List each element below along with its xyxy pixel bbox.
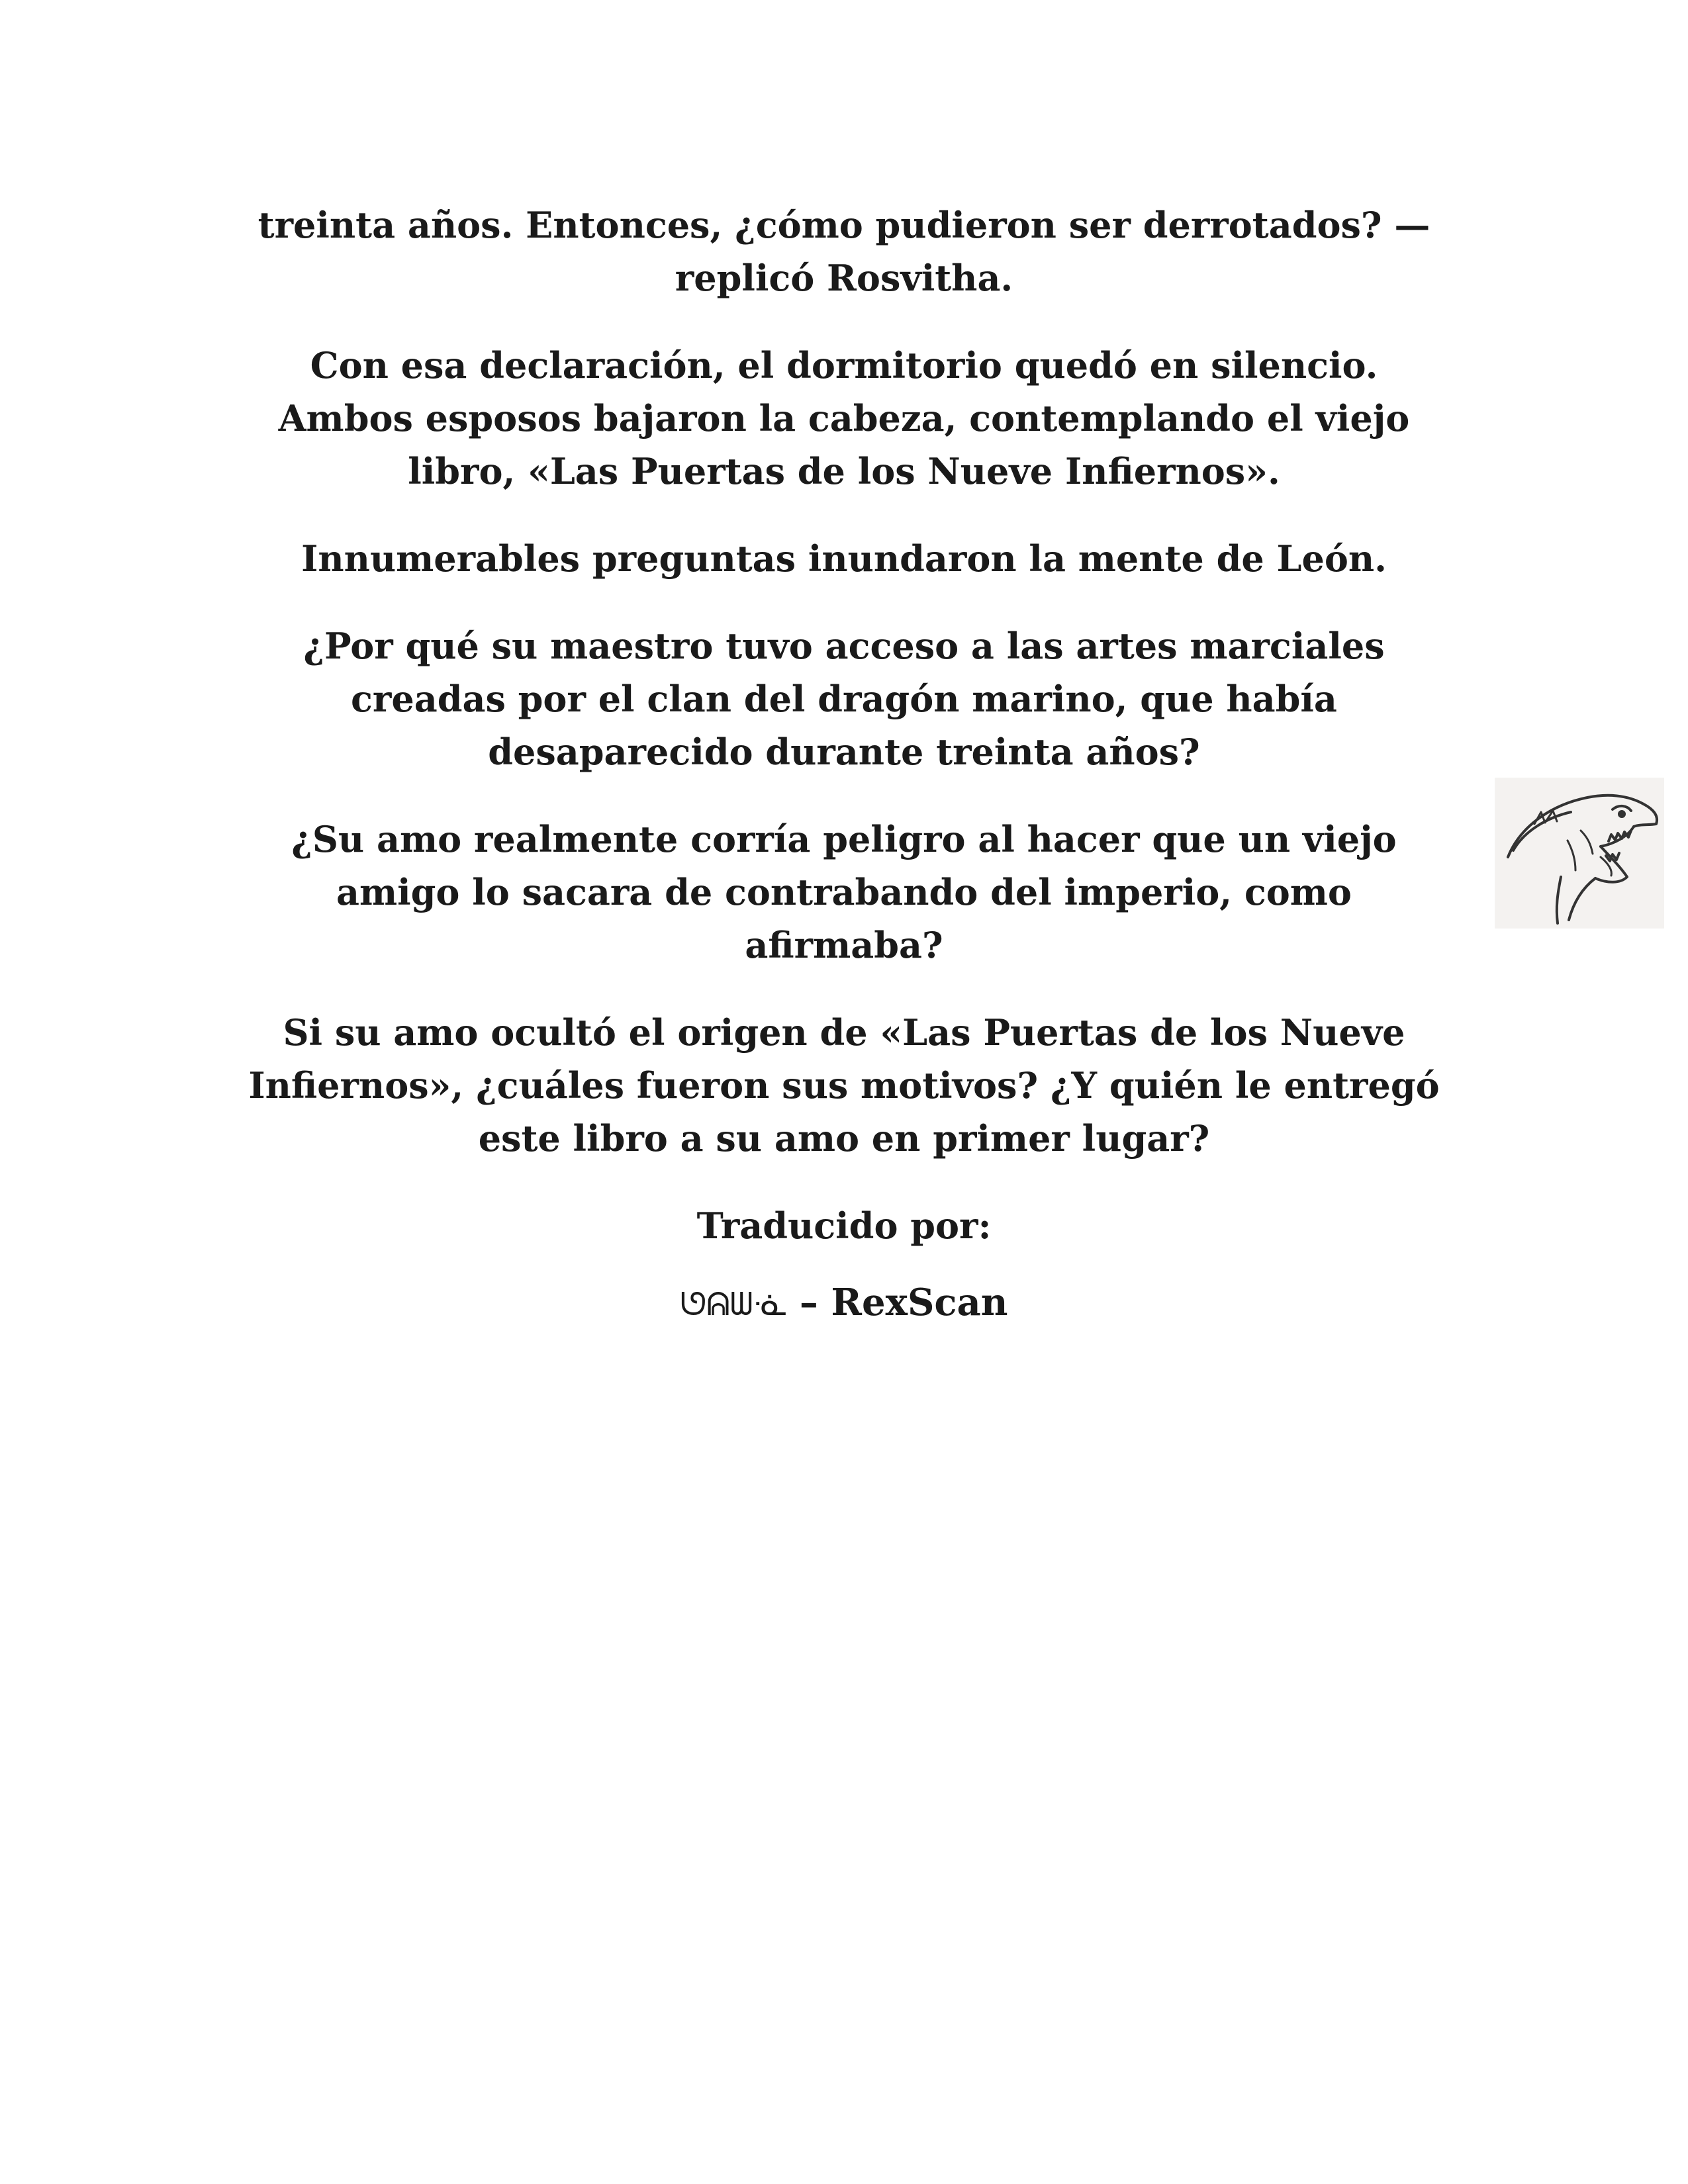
paragraph: Innumerables preguntas inundaron la mente de León. [301, 537, 1387, 580]
t-rex-head-icon [1495, 778, 1664, 929]
paragraph: ¿Por qué su maestro tuvo acceso a las artes marciales creadas por el clan del dragón marino, que había desaparecido durante treinta años? [303, 625, 1385, 773]
paragraph: ¿Su amo realmente corría peligro al hacer que un viejo amigo lo sacara de contrabando del imperio, como afirmaba? [291, 818, 1397, 966]
credits-label: Traducido por: [696, 1205, 992, 1247]
paragraph: Con esa declaración, el dormitorio quedó en silencio. Ambos esposos bajaron la cabeza, contemplando el viejo libro, «Las Puertas de los Nueve Infiernos». [278, 344, 1410, 492]
document-body [238, 199, 1450, 1331]
translator-name: ᘎᕱᗯᓍ [680, 1286, 787, 1323]
credits-line [238, 1276, 1450, 1331]
group-name: RexScan [831, 1281, 1008, 1324]
paragraph: Si su amo ocultó el origen de «Las Puertas de los Nueve Infiernos», ¿cuáles fueron sus motivos? ¿Y quién le entregó este libro a su amo en primer lugar? [248, 1011, 1440, 1160]
credits-separator: – [786, 1281, 831, 1324]
paragraph: treinta años. Entonces, ¿cómo pudieron ser derrotados? —replicó Rosvitha. [258, 204, 1430, 299]
t-rex-head-logo [1495, 778, 1664, 929]
